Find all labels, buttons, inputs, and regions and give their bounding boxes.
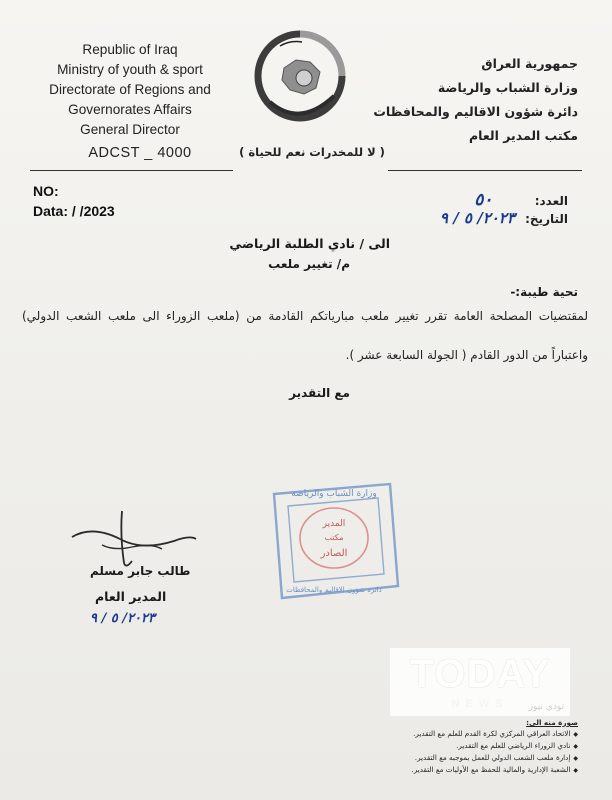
copies-item: ◆الشعبة الإدارية والمالية للحفظ مع الأوليات مع التقدير. bbox=[411, 765, 578, 774]
date-value-handwritten: ٢٠٢٣/ ٥ / ٩ bbox=[439, 209, 515, 227]
stamp-text: الصادر bbox=[320, 548, 348, 559]
watermark-brand: TODAY bbox=[409, 652, 551, 696]
header-ar-line: جمهورية العراق bbox=[481, 56, 578, 71]
stamp-text: وزارة الشباب والرياضة bbox=[291, 489, 377, 499]
watermark-sub-ar: تودي نيوز bbox=[528, 702, 564, 712]
header-en-line: Governorates Affairs bbox=[68, 102, 192, 117]
letter-body: لمقتضيات المصلحة العامة تقرر تغيير ملعب مبارياتكم القادمة من (ملعب الزوراء الى ملعب الشعب الدولي) واعتباراً من الدور القادم ( الجولة السابعة عشر ). bbox=[22, 309, 588, 362]
copies-list bbox=[388, 717, 578, 776]
header-en bbox=[30, 40, 230, 140]
copies-item: ◆إدارة ملعب الشعب الدولي للعمل بموجبه مع التقدير. bbox=[414, 753, 578, 762]
signatory-title: المدير العام bbox=[95, 589, 167, 604]
header-ar-line: دائرة شؤون الاقاليم والمحافظات bbox=[373, 104, 578, 119]
stamp-text: المدير bbox=[322, 519, 346, 529]
date-ar bbox=[440, 209, 568, 227]
copies-title: صورة منه الى: bbox=[526, 718, 578, 727]
number-label-en: NO: bbox=[33, 183, 59, 199]
header-ar-line: وزارة الشباب والرياضة bbox=[437, 80, 578, 95]
header-en-line: General Director bbox=[80, 122, 180, 137]
regards: مع التقدير bbox=[289, 386, 350, 400]
header-ar-line: مكتب المدير العام bbox=[469, 128, 578, 143]
ministry-logo-icon bbox=[250, 26, 350, 136]
copies-item: ◆نادي الزوراء الرياضي للعلم مع التقدير. bbox=[456, 741, 578, 750]
number-label-ar: العدد: bbox=[534, 194, 568, 208]
header-rule-left bbox=[30, 170, 233, 171]
date-label-en: Data: / /2023 bbox=[33, 203, 115, 219]
header-rule-right bbox=[388, 170, 582, 171]
bullet-icon: ◆ bbox=[573, 767, 578, 774]
bullet-icon: ◆ bbox=[573, 731, 578, 738]
subject: م/ تغيير ملعب bbox=[268, 257, 350, 271]
header-ar bbox=[373, 52, 578, 148]
watermark-sub: NEWS bbox=[451, 698, 509, 710]
slogan: ( لا للمخدرات نعم للحياة ) bbox=[239, 145, 385, 159]
signature-date-value: ٢٠٢٣/ ٥ / ٩ bbox=[90, 611, 155, 626]
signatory-name: طالب جابر مسلم bbox=[90, 564, 191, 578]
stamp-text: دائرة شؤون الاقاليم والمحافظات bbox=[286, 586, 382, 594]
greeting: تحية طيبة:- bbox=[510, 285, 578, 299]
header-en-line: Ministry of youth & sport bbox=[57, 62, 203, 77]
signature-date bbox=[90, 611, 155, 626]
news-watermark bbox=[390, 648, 570, 716]
bullet-icon: ◆ bbox=[573, 755, 578, 762]
number-ar bbox=[474, 190, 568, 210]
recipient: الى / نادي الطلبة الرياضي bbox=[229, 236, 390, 251]
official-stamp-icon bbox=[262, 476, 404, 606]
bullet-icon: ◆ bbox=[573, 743, 578, 750]
number-value-handwritten: ٥٠ bbox=[474, 190, 493, 210]
header-en-line: Directorate of Regions and bbox=[49, 82, 211, 97]
stamp-text: مكتب bbox=[324, 533, 344, 542]
date-label-ar: التاريخ: bbox=[525, 212, 568, 226]
header-en-line: Republic of Iraq bbox=[82, 42, 178, 57]
reference-number: ADCST _ 4000 bbox=[88, 145, 192, 161]
copies-item: ◆الاتحاد العراقي المركزي لكرة القدم للعلم مع التقدير. bbox=[413, 729, 578, 738]
